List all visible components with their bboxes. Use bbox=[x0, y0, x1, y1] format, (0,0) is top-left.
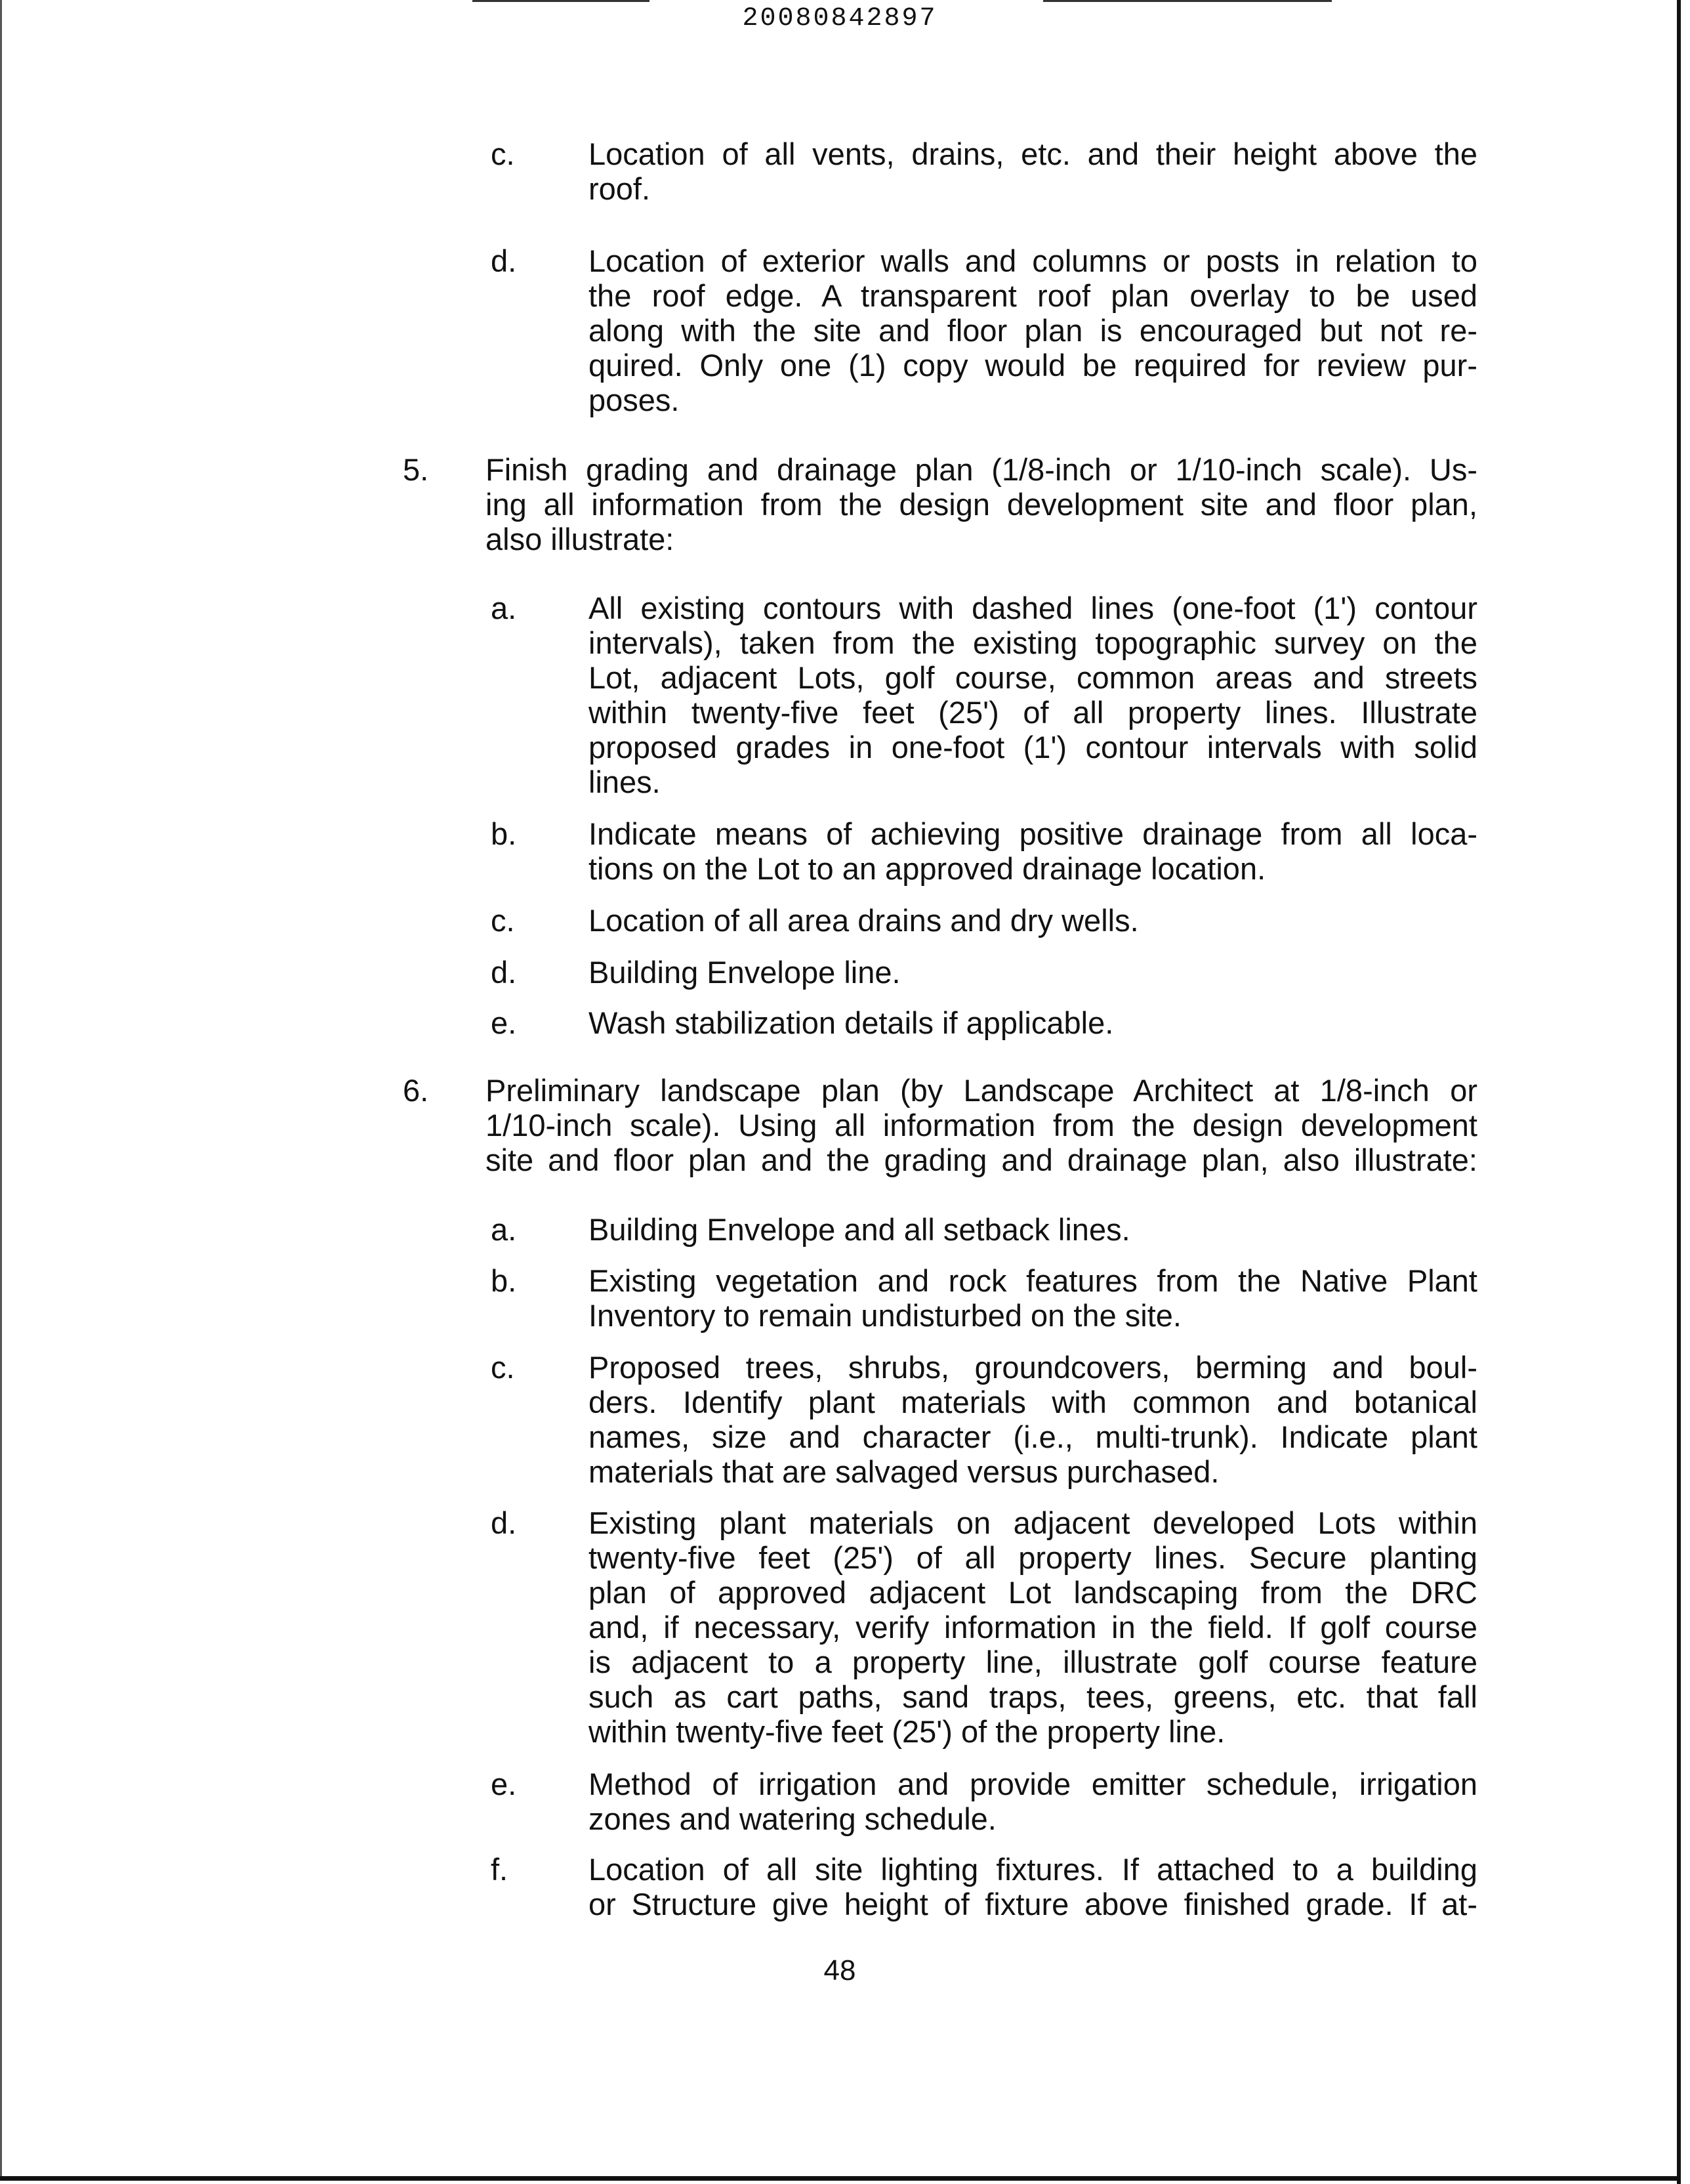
text-line: Existing plant materials on adjacent developed Lots within bbox=[588, 1505, 1477, 1540]
text-line: Proposed trees, shrubs, groundcovers, berming and boul- bbox=[588, 1350, 1477, 1385]
top-rule-left bbox=[472, 0, 649, 2]
list-marker-c5: c. bbox=[491, 903, 515, 938]
list-marker-f6: f. bbox=[491, 1852, 508, 1887]
text-line: tions on the Lot to an approved drainage location. bbox=[588, 851, 1266, 886]
list-marker-d6: d. bbox=[491, 1505, 517, 1540]
list-marker-a5: a. bbox=[491, 591, 517, 625]
list-marker-n6: 6. bbox=[403, 1073, 429, 1108]
list-marker-n5: 5. bbox=[403, 452, 429, 487]
text-line: zones and watering schedule. bbox=[588, 1801, 997, 1836]
text-line: Location of all site lighting fixtures. If attached to a building bbox=[588, 1852, 1477, 1887]
text-line: along with the site and floor plan is encouraged but not re- bbox=[588, 313, 1477, 348]
text-line: names, size and character (i.e., multi-trunk). Indicate plant bbox=[588, 1419, 1477, 1454]
page-border-right bbox=[1677, 0, 1681, 2184]
text-line: 1/10-inch scale). Using all information from the design development bbox=[485, 1108, 1477, 1143]
text-line: is adjacent to a property line, illustrate golf course feature bbox=[588, 1645, 1477, 1679]
text-line: Inventory to remain undisturbed on the site. bbox=[588, 1298, 1182, 1333]
text-line: twenty-five feet (25') of all property lines. Secure planting bbox=[588, 1540, 1477, 1575]
text-line: quired. Only one (1) copy would be required for review pur- bbox=[588, 348, 1477, 383]
text-line: Location of all vents, drains, etc. and their height above the bbox=[588, 136, 1477, 171]
text-line: Wash stabilization details if applicable. bbox=[588, 1005, 1114, 1040]
list-marker-e6: e. bbox=[491, 1767, 517, 1801]
text-line: Existing vegetation and rock features from the Native Plant bbox=[588, 1263, 1477, 1298]
text-line: within twenty-five feet (25') of the property line. bbox=[588, 1714, 1226, 1749]
text-line: poses. bbox=[588, 383, 680, 417]
list-marker-c6: c. bbox=[491, 1350, 515, 1385]
text-line: plan of approved adjacent Lot landscaping from the DRC bbox=[588, 1575, 1477, 1610]
list-marker-c4: c. bbox=[491, 136, 515, 171]
text-line: proposed grades in one-foot (1') contour intervals with solid bbox=[588, 730, 1477, 765]
text-line: intervals), taken from the existing topographic survey on the bbox=[588, 625, 1477, 660]
top-rule-right bbox=[1043, 0, 1332, 2]
text-line: Location of exterior walls and columns or posts in relation to bbox=[588, 243, 1477, 278]
text-line: ing all information from the design development site and floor plan, bbox=[485, 487, 1477, 522]
text-line: ders. Identify plant materials with common and botanical bbox=[588, 1385, 1477, 1419]
page-number: 48 bbox=[823, 1954, 856, 1986]
text-line: and, if necessary, verify information in the field. If golf course bbox=[588, 1610, 1477, 1645]
text-line: Method of irrigation and provide emitter schedule, irrigation bbox=[588, 1767, 1477, 1801]
page-border-bottom bbox=[0, 2176, 1681, 2181]
list-marker-a6: a. bbox=[491, 1212, 517, 1247]
text-line: Finish grading and drainage plan (1/8-inch or 1/10-inch scale). Us- bbox=[485, 452, 1477, 487]
text-line: or Structure give height of fixture above finished grade. If at- bbox=[588, 1887, 1477, 1922]
text-line: within twenty-five feet (25') of all property lines. Illustrate bbox=[588, 695, 1477, 730]
text-line: roof. bbox=[588, 171, 651, 206]
text-line: materials that are salvaged versus purchased. bbox=[588, 1454, 1220, 1489]
text-line: Building Envelope and all setback lines. bbox=[588, 1212, 1130, 1247]
text-line: Lot, adjacent Lots, golf course, common areas and streets bbox=[588, 660, 1477, 695]
scan-edge-left bbox=[0, 0, 2, 2179]
text-line: All existing contours with dashed lines (one-foot (1') contour bbox=[588, 591, 1477, 625]
text-line: Location of all area drains and dry wells. bbox=[588, 903, 1139, 938]
document-number: 20080842897 bbox=[742, 4, 938, 33]
text-line: Indicate means of achieving positive drainage from all loca- bbox=[588, 816, 1477, 851]
list-marker-d5: d. bbox=[491, 955, 517, 990]
text-line: site and floor plan and the grading and drainage plan, also illustrate: bbox=[485, 1143, 1477, 1177]
list-marker-e5: e. bbox=[491, 1005, 517, 1040]
text-line: lines. bbox=[588, 765, 661, 799]
list-marker-b5: b. bbox=[491, 816, 517, 851]
text-line: also illustrate: bbox=[485, 522, 674, 556]
list-marker-d4: d. bbox=[491, 243, 517, 278]
text-line: Preliminary landscape plan (by Landscape Architect at 1/8-inch or bbox=[485, 1073, 1477, 1108]
text-line: such as cart paths, sand traps, tees, greens, etc. that fall bbox=[588, 1679, 1477, 1714]
text-line: Building Envelope line. bbox=[588, 955, 901, 990]
list-marker-b6: b. bbox=[491, 1263, 517, 1298]
text-line: the roof edge. A transparent roof plan overlay to be used bbox=[588, 278, 1477, 313]
